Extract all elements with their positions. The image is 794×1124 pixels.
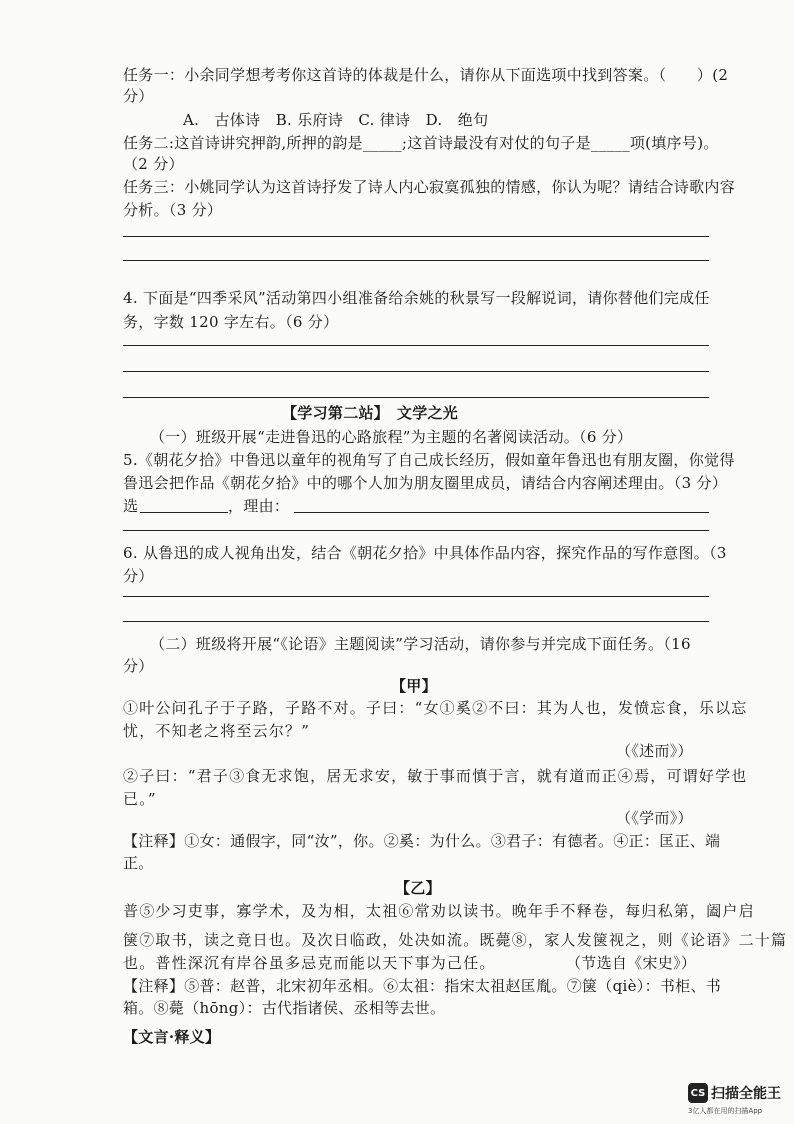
- answer-line: [123, 397, 709, 398]
- q4-line2: 务，字数 120 字左右。（6 分）: [123, 313, 339, 331]
- jia-heading: 【甲】: [391, 677, 437, 695]
- jia-p2-source: （《学而》）: [616, 809, 693, 827]
- answer-line: [123, 596, 709, 597]
- task1-line2: 分）: [123, 87, 154, 105]
- section-wenyan: 【文言·释义】: [123, 1028, 221, 1046]
- jia-p2-line2: 已。”: [123, 790, 157, 808]
- yi-line3: 也。普性深沉有岸谷虽多忌克而能以天下事为己任。: [123, 954, 496, 972]
- yi-heading: 【乙】: [395, 879, 441, 897]
- answer-line: [123, 371, 709, 372]
- answer-line: [123, 260, 709, 261]
- yi-note-line2: 箱。⑧薨（hōng）：古代指诸侯、丞相等去世。: [123, 999, 446, 1017]
- yi-note-line1: 【注释】⑤普：赵普，北宋初年丞相。⑥太祖：指宋太祖赵匡胤。⑦箧（qiè）：书柜、书: [123, 977, 722, 995]
- task2-line2: （2 分）: [123, 155, 184, 173]
- task2-line1: 任务二:这首诗讲究押韵,所押的韵是_____;这首诗最没有对仗的句子是_____项(填序号)。: [123, 134, 719, 152]
- q6-line1: 6. 从鲁迅的成人视角出发，结合《朝花夕拾》中具体作品内容，探究作品的写作意图。（3: [123, 544, 727, 562]
- sub2-line2: 分）: [123, 657, 154, 675]
- yi-line2: 箧⑦取书，读之竟日也。及次日临政，处决如流。既薨⑧，家人发箧视之，则《论语》二十篇: [123, 931, 788, 949]
- answer-line: [123, 530, 709, 531]
- q6-line2: 分）: [123, 567, 154, 585]
- q5-line2: 鲁迅会把作品《朝花夕拾》中的哪个人加为朋友圈里成员，请结合内容阐述理由。（3 分）: [123, 474, 728, 492]
- jia-note-line2: 正。: [123, 854, 154, 872]
- answer-line: [123, 236, 709, 237]
- jia-p2-line1: ②子曰：“君子③食无求饱，居无求安，敏于事而慎于言，就有道而正④焉，可谓好学也: [123, 767, 748, 785]
- q5-select-label: 选: [123, 497, 139, 515]
- yi-source: （节选自《宋史》）: [566, 954, 697, 972]
- watermark-tagline: 3亿人都在用的扫描App: [688, 1107, 763, 1115]
- camscanner-logo-icon: CS: [688, 1083, 708, 1103]
- station2-title: 【学习第二站】 文学之光: [282, 404, 459, 422]
- jia-p1-line1: ①叶公问孔子于子路，子路不对。子曰：“女①奚②不曰：其为人也，发愤忘食，乐以忘: [123, 699, 748, 717]
- answer-line: [123, 621, 709, 622]
- jia-p1-source: （《述而》）: [616, 742, 693, 760]
- station2-sub1: （一）班级开展“走进鲁迅的心路旅程”为主题的名著阅读活动。（6 分）: [150, 428, 633, 446]
- sub2-line1: （二）班级将开展“《论语》主题阅读”学习活动，请你参与并完成下面任务。（16: [150, 635, 691, 653]
- q5-reason-label: ，理由：: [228, 497, 290, 515]
- task3-line1: 任务三：小姚同学认为这首诗抒发了诗人内心寂寞孤独的情感，你认为呢？请结合诗歌内容: [123, 178, 736, 196]
- q4-line1: 4. 下面是“四季采风”活动第四小组准备给余姚的秋景写一段解说词，请你替他们完成任: [123, 289, 710, 307]
- task1-line1: 任务一：小余同学想考考你这首诗的体裁是什么，请你从下面选项中找到答案。（ ）(2: [123, 66, 729, 84]
- reason-blank: [294, 512, 709, 513]
- select-blank: [140, 512, 228, 513]
- watermark-name: 扫描全能王: [711, 1086, 781, 1102]
- jia-p1-line2: 忧，不知老之将至云尔？”: [123, 722, 311, 740]
- task3-line2: 分析。（3 分）: [123, 201, 223, 219]
- task1-options: A. 古体诗 B. 乐府诗 C. 律诗 D. 绝句: [183, 111, 489, 129]
- answer-line: [123, 345, 709, 346]
- q5-line1: 5.《朝花夕拾》中鲁迅以童年的视角写了自己成长经历，假如童年鲁迅也有朋友圈，你觉得: [123, 451, 735, 469]
- yi-line1: 普⑤少习吏事，寡学术，及为相，太祖⑥常劝以读书。晚年手不释卷，每归私第，阖户启: [123, 902, 755, 920]
- jia-note-line1: 【注释】①女：通假字，同“汝”，你。②奚：为什么。③君子：有德者。④正：匡正、端: [123, 832, 721, 850]
